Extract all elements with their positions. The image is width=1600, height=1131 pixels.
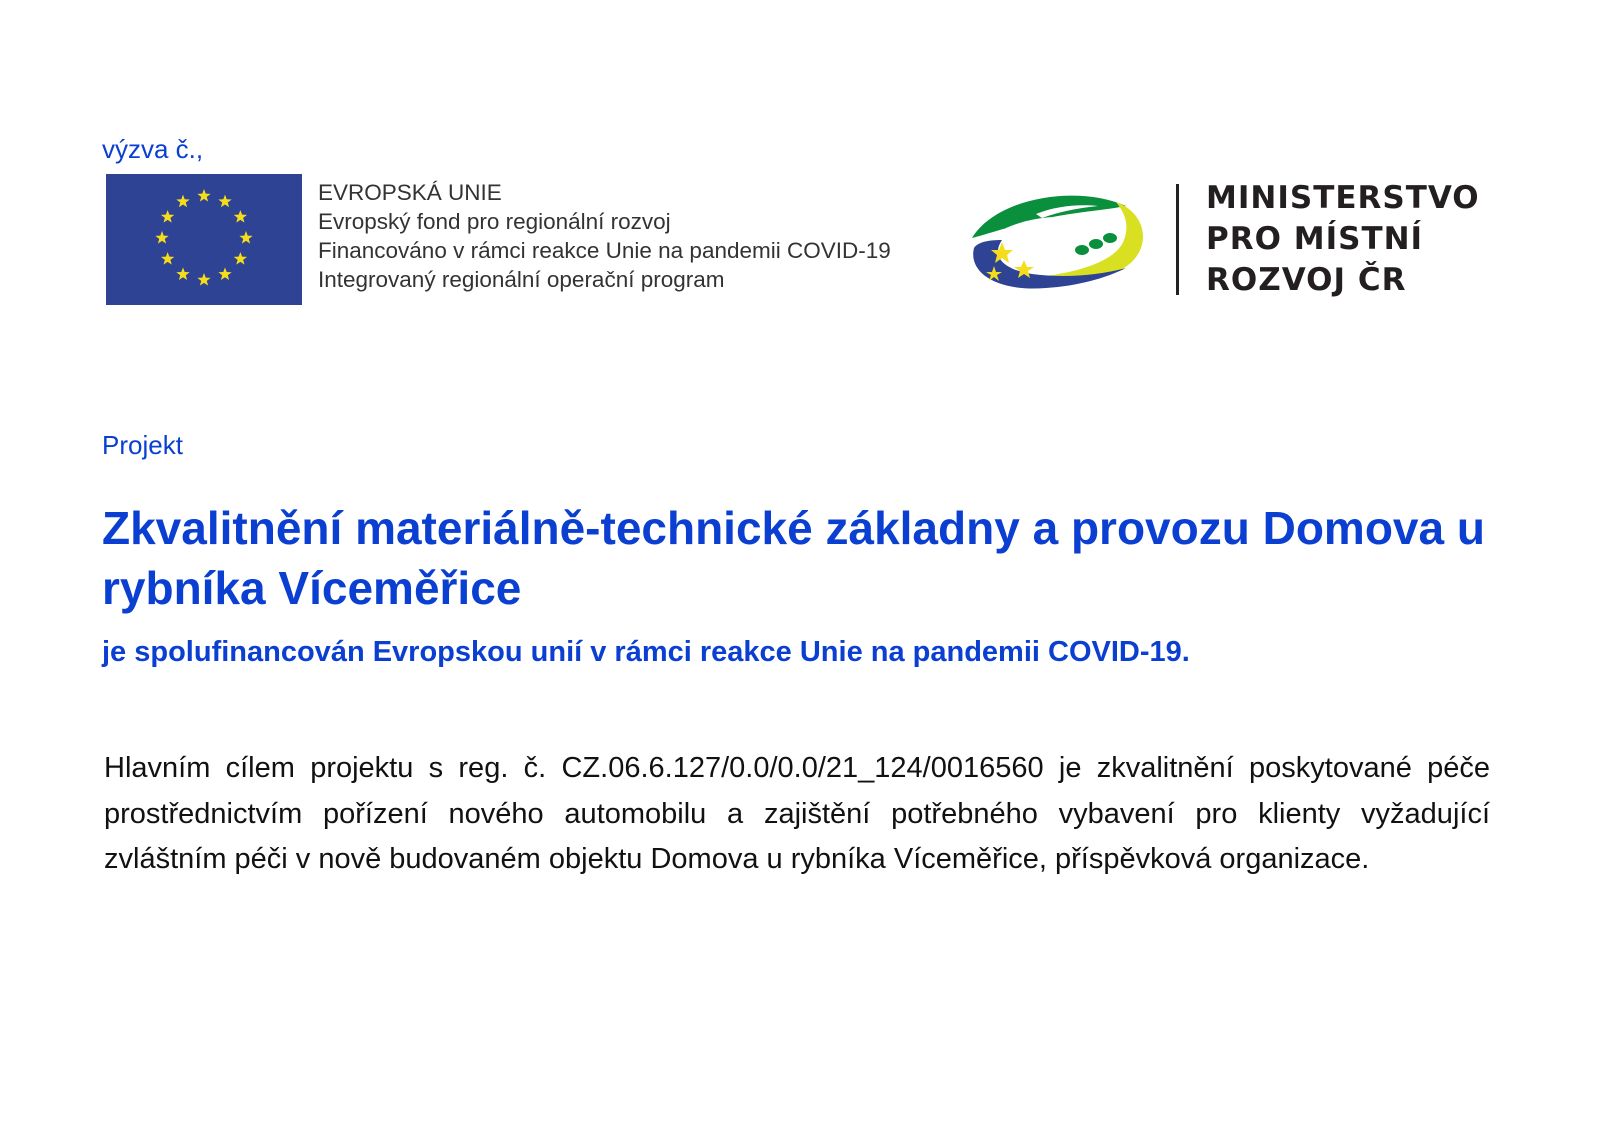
project-label: Projekt (102, 430, 183, 460)
project-title: Zkvalitnění materiálně-technické základny a provozu Domova u rybníka Víceměřice (102, 502, 1485, 614)
logo-divider (1176, 184, 1179, 295)
eu-line-2: Evropský fond pro regionální rozvoj (318, 209, 671, 234)
project-description: Hlavním cílem projektu s reg. č. CZ.06.6.127/0.0/0.0/21_124/0016560 je zkvalitnění poskytované péče prostřednictvím pořízení nového automobilu a zajištění potřebného vybavení pro klienty vyžadující zvláštním péči v nově budovaném objektu Domova u rybníka Víceměřice, příspěvková organizace. (104, 752, 1490, 875)
eu-flag-icon (106, 174, 302, 305)
ministry-line-2: PRO MÍSTNÍ (1206, 221, 1424, 257)
eu-line-3: Financováno v rámci reakce Unie na pandemii COVID-19 (318, 238, 891, 263)
eu-text-block (318, 178, 891, 294)
eu-line-1: EVROPSKÁ UNIE (318, 180, 502, 205)
call-label: výzva č., (102, 134, 204, 164)
project-subtitle: je spolufinancován Evropskou unií v rámci reakce Unie na pandemii COVID-19. (102, 636, 1190, 668)
ministry-line-3: ROZVOJ ČR (1206, 262, 1407, 298)
ministry-text-block (1206, 178, 1480, 301)
ministry-line-1: MINISTERSTVO (1206, 180, 1480, 216)
mmr-logo-icon (966, 188, 1148, 292)
eu-line-4: Integrovaný regionální operační program (318, 267, 725, 292)
